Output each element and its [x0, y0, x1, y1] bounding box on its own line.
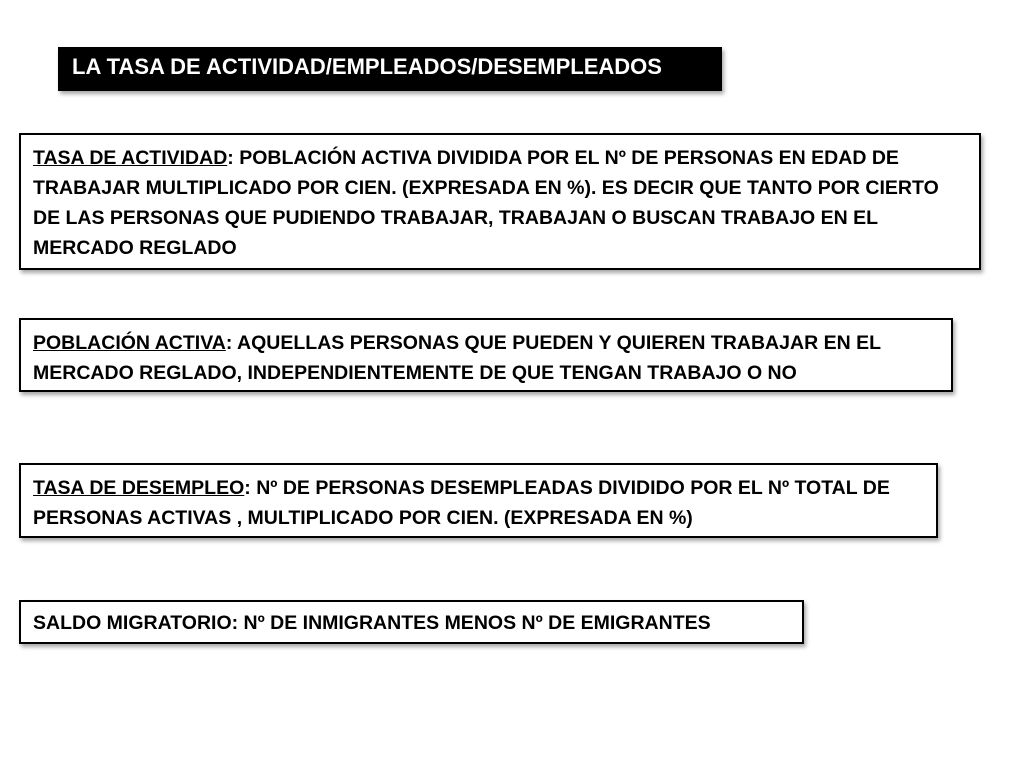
- definition-text: : POBLACIÓN ACTIVA DIVIDIDA POR EL Nº DE PERSONAS EN EDAD DE TRABAJAR MULTIPLICADO POR CIEN. (EXPRESADA EN %). ES DECIR QUE TANTO POR CIERTO DE LAS PERSONAS QUE PUDIENDO TRABAJAR, TRABAJAN O BUSCAN TRABAJO EN EL MERCADO REGLADO: [33, 147, 939, 259]
- definition-text: : Nº DE PERSONAS DESEMPLEADAS DIVIDIDO POR EL Nº TOTAL DE PERSONAS ACTIVAS , MULTIPLICADO POR CIEN. (EXPRESADA EN %): [33, 477, 890, 529]
- definition-term: TASA DE ACTIVIDAD: [33, 147, 228, 169]
- definition-term: TASA DE DESEMPLEO: [33, 477, 245, 499]
- definition-box-poblacion-activa: [19, 318, 953, 392]
- slide-title: [58, 47, 722, 91]
- definition-box-tasa-de-actividad: [19, 133, 981, 270]
- slide-title-text: LA TASA DE ACTIVIDAD/EMPLEADOS/DESEMPLEADOS: [72, 54, 662, 79]
- definition-text: : AQUELLAS PERSONAS QUE PUEDEN Y QUIEREN TRABAJAR EN EL MERCADO REGLADO, INDEPENDIENTEMENTE DE QUE TENGAN TRABAJO O NO: [33, 332, 881, 384]
- definition-term: POBLACIÓN ACTIVA: [33, 332, 226, 354]
- definition-text: SALDO MIGRATORIO: Nº DE INMIGRANTES MENOS Nº DE EMIGRANTES: [33, 612, 711, 634]
- definition-box-saldo-migratorio: [19, 600, 804, 644]
- definition-box-tasa-de-desempleo: [19, 463, 938, 538]
